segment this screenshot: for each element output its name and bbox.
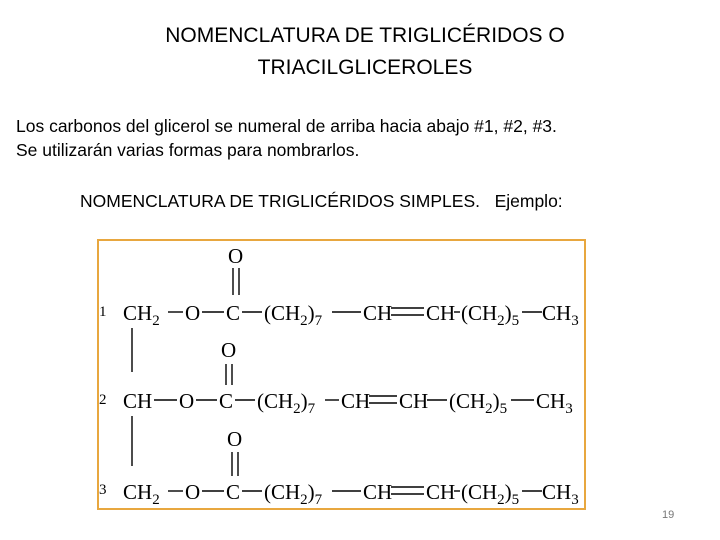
ester-oxygen-1: O: [185, 301, 201, 325]
chain-ch2-5-3: (CH2)5: [461, 480, 520, 508]
carbonyl-oxygen-3: O: [227, 427, 243, 451]
section-subtitle: NOMENCLATURA DE TRIGLICÉRIDOS SIMPLES. Ejemplo:: [80, 191, 563, 211]
terminal-ch3-1: CH3: [542, 301, 579, 329]
terminal-ch3-2: CH3: [536, 389, 573, 417]
title-line-1: NOMENCLATURA DE TRIGLICÉRIDOS O: [165, 24, 565, 47]
carbonyl-oxygen-1: O: [228, 244, 244, 268]
backbone-group-3: CH2: [123, 480, 160, 508]
intro-line-2: Se utilizarán varias formas para nombrarlos.: [16, 140, 360, 160]
row-1: [99, 244, 579, 329]
ch-b-1: CH: [426, 301, 456, 325]
backbone-group-1: CH2: [123, 301, 160, 329]
title-line-2: TRIACILGLICEROLES: [257, 56, 473, 79]
carbonyl-carbon-3: C: [226, 480, 241, 504]
ch-b-2: CH: [399, 389, 429, 413]
carbon-number-3: 3: [99, 482, 107, 498]
slide-title: [60, 20, 670, 84]
ester-oxygen-3: O: [185, 480, 201, 504]
structural-formula: [99, 241, 584, 508]
carbonyl-oxygen-2: O: [221, 338, 237, 362]
backbone-group-2: CH: [123, 389, 153, 413]
carbon-number-1: 1: [99, 304, 107, 320]
ch-a-3: CH: [363, 480, 393, 504]
chain-ch2-7-3: (CH2)7: [264, 480, 323, 508]
chain-ch2-7-1: (CH2)7: [264, 301, 323, 329]
chain-ch2-7-2: (CH2)7: [257, 389, 316, 417]
triglyceride-structure-figure: [97, 239, 586, 510]
ch-a-2: CH: [341, 389, 371, 413]
intro-line-1: Los carbonos del glicerol se numeral de arriba hacia abajo #1, #2, #3.: [16, 116, 557, 136]
intro-text: [16, 114, 706, 162]
carbonyl-carbon-2: C: [219, 389, 234, 413]
chain-ch2-5-1: (CH2)5: [461, 301, 520, 329]
row-2: [99, 338, 573, 417]
ch-a-1: CH: [363, 301, 393, 325]
terminal-ch3-3: CH3: [542, 480, 579, 508]
chain-ch2-5-2: (CH2)5: [449, 389, 508, 417]
page-number: 19: [662, 509, 675, 521]
carbonyl-carbon-1: C: [226, 301, 241, 325]
row-3: [99, 427, 579, 508]
ester-oxygen-2: O: [179, 389, 195, 413]
ch-b-3: CH: [426, 480, 456, 504]
carbon-number-2: 2: [99, 392, 107, 408]
